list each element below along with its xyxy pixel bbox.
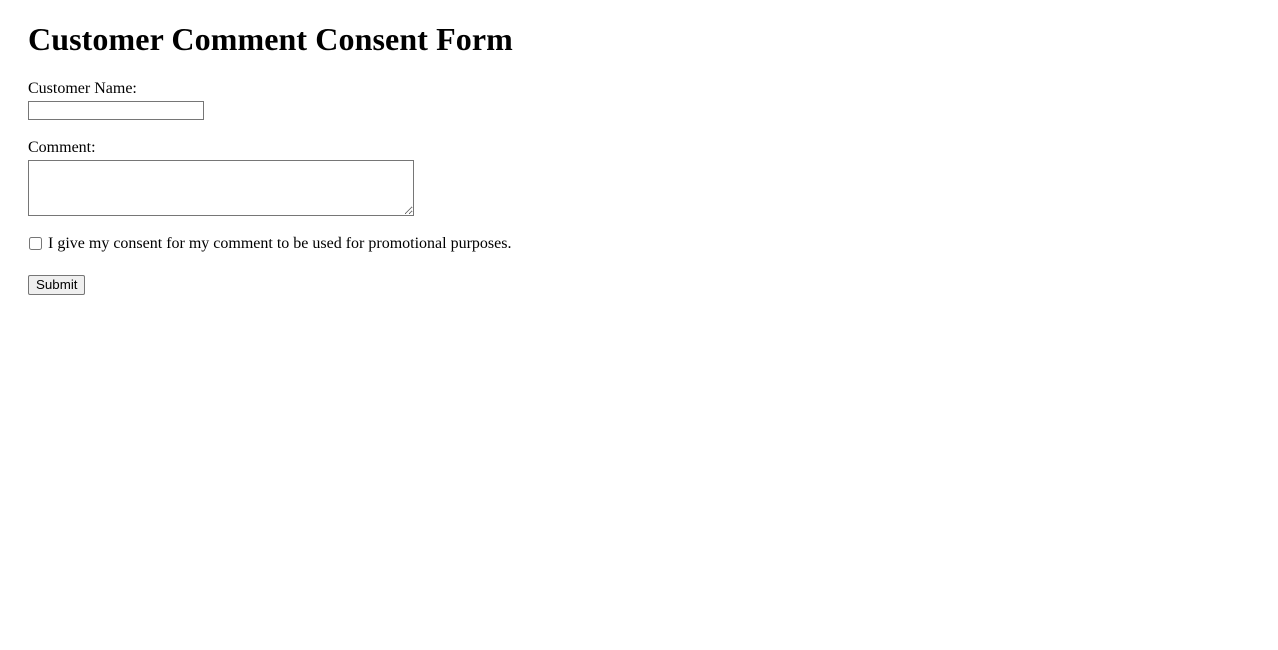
customer-name-input[interactable] [28, 101, 204, 120]
comment-label: Comment: [28, 139, 96, 157]
customer-name-label: Customer Name: [28, 80, 137, 98]
comment-field-group [28, 138, 1270, 216]
consent-checkbox[interactable] [29, 237, 42, 250]
consent-row [28, 234, 1270, 253]
page-title: Customer Comment Consent Form [28, 21, 513, 57]
page-container [0, 0, 1278, 303]
submit-button[interactable]: Submit [28, 275, 85, 295]
customer-name-field-group [28, 79, 1270, 120]
consent-label[interactable]: I give my consent for my comment to be used for promotional purposes. [48, 235, 512, 253]
comment-textarea[interactable] [28, 160, 414, 216]
